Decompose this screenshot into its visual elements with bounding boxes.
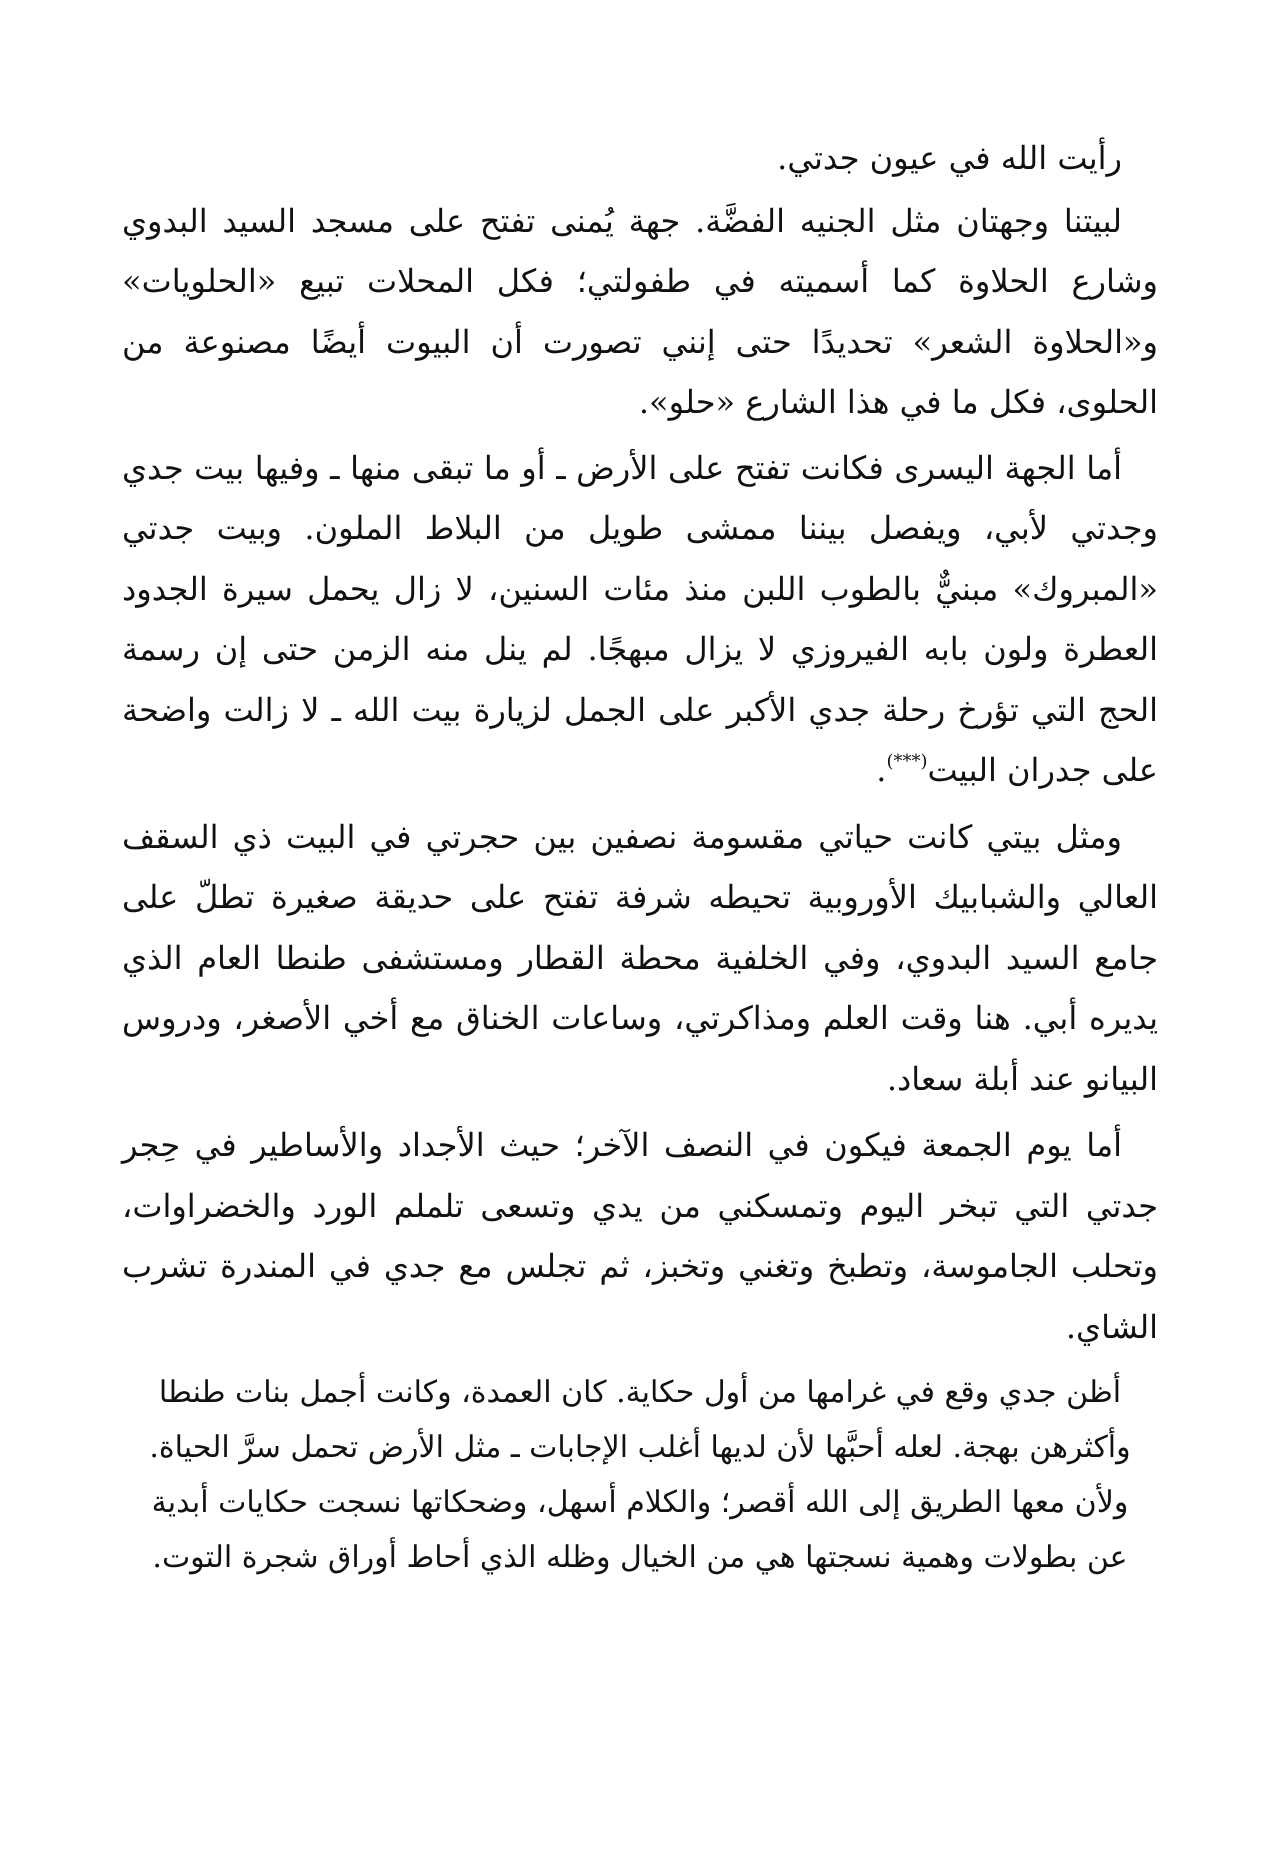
paragraph-left-side-text: أما الجهة اليسرى فكانت تفتح على الأرض ـ أو ما تبقى منها ـ وفيها بيت جدي وجدتي لأبي، ويفصل بيننا ممشى طويل من البلاط الملون. وبيت جدتي «المبروك» مبنيٌّ بالطوب اللبن منذ مئات السنين، لا زال يحمل سيرة الجدود العطرة ولون بابه الفيروزي لا يزال مبهجًا. لم ينل منه الزمن حتى إن رسمة الحج التي تؤرخ رحلة جدي الأكبر على الجمل لزيارة بيت الله ـ لا زالت واضحة على جدران البيت [122,448,1159,789]
paragraph-house-two-sides: لبيتنا وجهتان مثل الجنيه الفضَّة. جهة يُمنى تفتح على مسجد السيد البدوي وشارع الحلاوة كما أسميته في طفولتي؛ فكل المحلات تبيع «الحلويات» و«الحلاوة الشعر» تحديدًا حتى إنني تصورت أن البيوت أيضًا مصنوعة من الحلوى، فكل ما في هذا الشارع «حلو». [122,201,1158,421]
paragraph-left-side [122,438,1158,801]
paragraph-split-life: ومثل بيتي كانت حياتي مقسومة نصفين بين حجرتي في البيت ذي السقف العالي والشبابيك الأوروبية تحيطه شرفة تفتح على حديقة صغيرة تطلّ على جامع السيد البدوي، وفي الخلفية محطة القطار ومستشفى طنطا العام الذي يديره أبي. هنا وقت العلم ومذاكرتي، وساعات الخناق مع أخي الأصغر، ودروس البيانو عند أبلة سعاد. [122,817,1158,1098]
paragraph-friday: أما يوم الجمعة فيكون في النصف الآخر؛ حيث الأجداد والأساطير في حِجر جدتي التي تبخر اليوم وتمسكني من يدي وتسعى تلملم الورد والخضراوات، وتحلب الجاموسة، وتطبخ وتغني وتخبز، ثم تجلس مع جدي في المندرة تشرب الشاي. [122,1126,1158,1346]
footnote-marker[interactable]: (***) [886,751,928,772]
paragraph-end-mark: . [876,751,887,789]
opening-line: رأيت الله في عيون جدتي. [777,139,1122,177]
book-page [122,128,1158,1585]
paragraph-grandfather-love: أظن جدي وقع في غرامها من أول حكاية. كان العمدة، وكانت أجمل بنات طنطا وأكثرهن بهجة. لعله أحبَّها لأن لديها أغلب الإجابات ـ مثل الأرض تحمل سرَّ الحياة. ولأن معها الطريق إلى الله أقصر؛ والكلام أسهل، وضحكاتها نسجت حكايات أبدية عن بطولات وهمية نسجتها هي من الخيال وظله الذي أحاط أوراق شجرة التوت. [149,1375,1131,1575]
